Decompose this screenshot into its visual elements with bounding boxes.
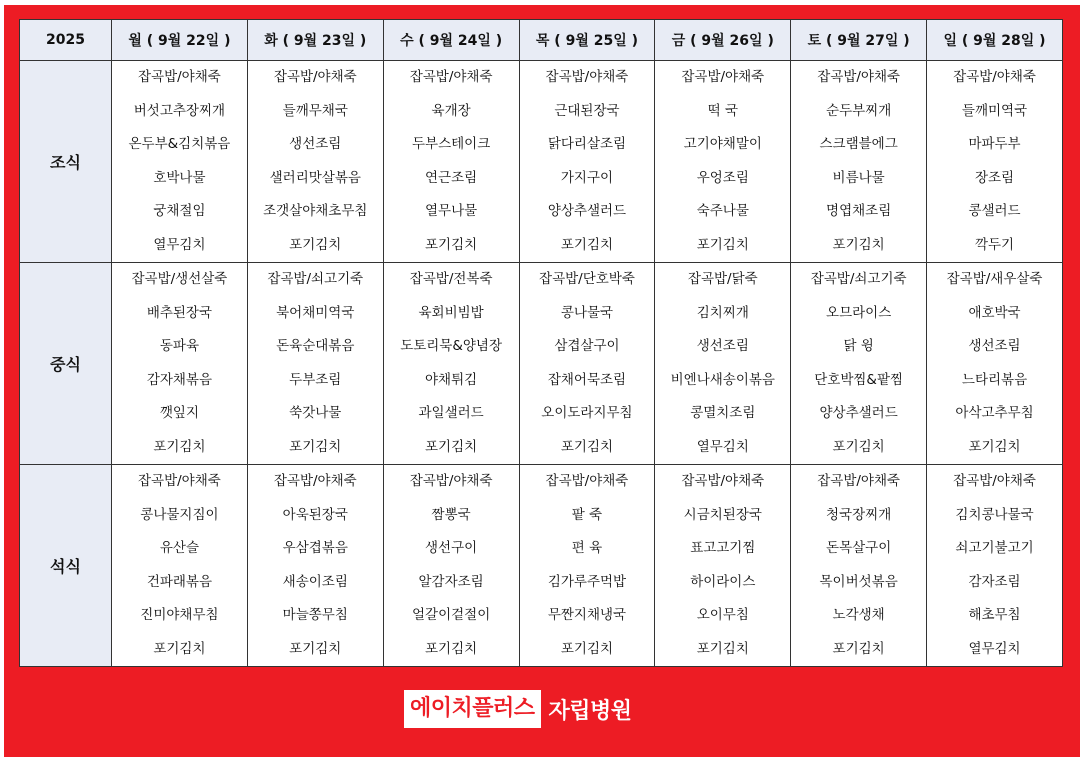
dish-item: 생선조림 xyxy=(968,338,1021,354)
dish-item: 열무김치 xyxy=(696,438,749,455)
dish-item: 닭 윙 xyxy=(843,338,874,354)
dish-item: 진미야채무침 xyxy=(140,607,219,623)
dish-item: 포기김치 xyxy=(968,438,1021,455)
dish-item: 포기김치 xyxy=(696,236,749,253)
dish-item: 잡곡밥/야채죽 xyxy=(273,473,357,489)
meal-row xyxy=(20,61,1063,263)
dish-item: 육개장 xyxy=(431,102,471,119)
dish-item: 생선조림 xyxy=(289,136,342,152)
dish-item: 잡곡밥/쇠고기죽 xyxy=(267,271,364,287)
dish-item: 열무김치 xyxy=(153,236,206,253)
meal-label: 조식 xyxy=(20,61,112,263)
dish-item: 잡곡밥/야채죽 xyxy=(409,473,493,489)
menu-cell-wed xyxy=(383,263,519,465)
dish-item: 스크램블에그 xyxy=(819,136,898,152)
dish-item: 가지구이 xyxy=(560,169,614,186)
dish-item: 비엔나새송이볶음 xyxy=(670,371,775,388)
dish-item: 도토리묵&양념장 xyxy=(400,338,503,354)
dish-item: 김치콩나물국 xyxy=(955,506,1034,523)
dish-item: 알감자조림 xyxy=(418,573,484,590)
dish-item: 과일샐러드 xyxy=(418,405,484,421)
dish-item: 짬뽕국 xyxy=(431,506,471,523)
dish-item: 쑥갓나물 xyxy=(289,405,342,421)
dish-item: 잡곡밥/단호박죽 xyxy=(539,271,635,287)
menu-cell-sun xyxy=(927,263,1063,465)
dish-item: 편 육 xyxy=(571,540,603,556)
dish-item: 목이버섯볶음 xyxy=(819,573,898,590)
dish-item: 포기김치 xyxy=(560,236,614,253)
dish-item: 샐러리맛살볶음 xyxy=(269,169,361,186)
day-header-mon: 월 ( 9월 22일 ) xyxy=(112,20,248,61)
dish-item: 들깨무채국 xyxy=(282,102,348,119)
year-header: 2025 xyxy=(20,20,112,61)
dish-item: 포기김치 xyxy=(425,236,478,253)
dish-item: 하이라이스 xyxy=(690,573,756,590)
dish-item: 조갯살야채초무침 xyxy=(263,203,368,219)
menu-cell-sat xyxy=(791,263,927,465)
dish-item: 양상추샐러드 xyxy=(547,203,627,219)
dish-item: 유산슬 xyxy=(159,540,199,556)
dish-item: 열무김치 xyxy=(968,640,1021,657)
dish-item: 잡곡밥/닭죽 xyxy=(687,271,758,287)
menu-cell-fri xyxy=(655,263,791,465)
dish-item: 북어채미역국 xyxy=(276,304,355,321)
menu-cell-sun xyxy=(927,61,1063,263)
menu-cell-tue xyxy=(247,61,383,263)
dish-item: 순두부찌개 xyxy=(826,102,892,119)
dish-item: 애호박국 xyxy=(968,304,1021,321)
day-header-fri: 금 ( 9월 26일 ) xyxy=(655,20,791,61)
dish-item: 김치찌개 xyxy=(696,304,749,321)
menu-cell-wed xyxy=(383,465,519,667)
dish-item: 포기김치 xyxy=(560,438,614,455)
dish-item: 궁채절임 xyxy=(153,203,206,219)
dish-item: 육회비빔밥 xyxy=(418,304,484,321)
dish-item: 포기김치 xyxy=(425,640,478,657)
dish-item: 얼갈이겉절이 xyxy=(411,607,491,623)
dish-item: 포기김치 xyxy=(153,640,206,657)
dish-item: 청국장찌개 xyxy=(826,506,892,523)
dish-item: 포기김치 xyxy=(696,640,749,657)
dish-item: 연근조림 xyxy=(425,169,478,186)
dish-item: 삼겹살구이 xyxy=(554,338,620,354)
dish-item: 잡곡밥/야채죽 xyxy=(953,69,1036,85)
dish-item: 깻잎지 xyxy=(159,405,199,421)
dish-item: 오이도라지무침 xyxy=(541,405,633,421)
dish-item: 아욱된장국 xyxy=(282,506,348,523)
day-header-wed: 수 ( 9월 24일 ) xyxy=(383,20,519,61)
menu-cell-thu xyxy=(519,61,655,263)
dish-item: 생선조림 xyxy=(696,338,749,354)
dish-item: 잡곡밥/전복죽 xyxy=(409,271,493,287)
dish-item: 두부조림 xyxy=(289,371,342,388)
dish-item: 잡곡밥/야채죽 xyxy=(273,69,357,85)
header-row xyxy=(20,20,1063,61)
dish-item: 김가루주먹밥 xyxy=(547,573,627,590)
dish-item: 닭다리살조림 xyxy=(547,136,627,152)
dish-item: 콩나물지짐이 xyxy=(140,506,219,523)
dish-item: 우삼겹볶음 xyxy=(282,540,348,556)
dish-item: 노각생채 xyxy=(832,607,885,623)
dish-item: 아삭고추무침 xyxy=(955,405,1034,421)
logo-hospital-name: 자립병원 xyxy=(548,698,632,724)
meal-label: 중식 xyxy=(20,263,112,465)
dish-item: 야채튀김 xyxy=(425,371,478,388)
dish-item: 두부스테이크 xyxy=(411,136,491,152)
day-header-sat: 토 ( 9월 27일 ) xyxy=(791,20,927,61)
dish-item: 잡곡밥/야채죽 xyxy=(817,69,901,85)
dish-item: 팥 죽 xyxy=(571,506,603,523)
dish-item: 포기김치 xyxy=(289,640,342,657)
day-header-thu: 목 ( 9월 25일 ) xyxy=(519,20,655,61)
menu-cell-fri xyxy=(655,465,791,667)
menu-cell-sun xyxy=(927,465,1063,667)
dish-item: 돈목살구이 xyxy=(826,540,892,556)
dish-item: 생선구이 xyxy=(425,540,478,556)
meal-label: 석식 xyxy=(20,465,112,667)
dish-item: 쇠고기불고기 xyxy=(955,540,1034,556)
dish-item: 고기야채말이 xyxy=(683,136,762,152)
dish-item: 포기김치 xyxy=(832,438,885,455)
menu-cell-tue xyxy=(247,465,383,667)
menu-cell-sat xyxy=(791,61,927,263)
dish-item: 잡곡밥/쇠고기죽 xyxy=(810,271,907,287)
dish-item: 잡곡밥/야채죽 xyxy=(953,473,1036,489)
dish-item: 명엽채조림 xyxy=(826,203,892,219)
menu-cell-mon xyxy=(112,263,248,465)
dish-item: 새송이조림 xyxy=(282,573,348,590)
dish-item: 무짠지채냉국 xyxy=(547,607,627,623)
dish-item: 숙주나물 xyxy=(696,203,749,219)
dish-item: 포기김치 xyxy=(832,640,885,657)
dish-item: 버섯고추장찌개 xyxy=(133,102,226,119)
dish-item: 포기김치 xyxy=(289,236,342,253)
menu-cell-sat xyxy=(791,465,927,667)
dish-item: 깍두기 xyxy=(974,236,1015,253)
dish-item: 돈육순대볶음 xyxy=(276,338,355,354)
dish-item: 잡곡밥/야채죽 xyxy=(545,69,629,85)
dish-item: 콩샐러드 xyxy=(968,203,1021,219)
dish-item: 오이무침 xyxy=(696,607,749,623)
dish-item: 배추된장국 xyxy=(146,304,213,321)
dish-item: 단호박찜&팥찜 xyxy=(814,371,904,388)
dish-item: 포기김치 xyxy=(832,236,885,253)
dish-item: 감자조림 xyxy=(968,573,1021,590)
dish-item: 감자채볶음 xyxy=(146,371,213,388)
dish-item: 건파래볶음 xyxy=(146,573,213,590)
dish-item: 비름나물 xyxy=(832,169,885,186)
dish-item: 양상추샐러드 xyxy=(819,405,898,421)
dish-item: 잡곡밥/생선살죽 xyxy=(131,271,228,287)
dish-item: 포기김치 xyxy=(153,438,206,455)
dish-item: 잡곡밥/야채죽 xyxy=(681,473,765,489)
dish-item: 포기김치 xyxy=(289,438,342,455)
dish-item: 포기김치 xyxy=(425,438,478,455)
logo-brand: 에이치플러스 xyxy=(404,690,541,728)
menu-cell-mon xyxy=(112,465,248,667)
dish-item: 온두부&김치볶음 xyxy=(128,136,231,152)
menu-cell-fri xyxy=(655,61,791,263)
dish-item: 오므라이스 xyxy=(826,304,892,321)
menu-cell-mon xyxy=(112,61,248,263)
dish-item: 잡곡밥/새우살죽 xyxy=(946,271,1043,287)
menu-cell-thu xyxy=(519,465,655,667)
day-header-sun: 일 ( 9월 28일 ) xyxy=(927,20,1063,61)
dish-item: 콩멸치조림 xyxy=(690,405,756,421)
day-header-tue: 화 ( 9월 23일 ) xyxy=(247,20,383,61)
dish-item: 마늘쫑무침 xyxy=(282,607,348,623)
dish-item: 잡곡밥/야채죽 xyxy=(681,69,765,85)
dish-item: 들깨미역국 xyxy=(961,102,1028,119)
weekly-meal-table xyxy=(19,19,1063,667)
dish-item: 우엉조림 xyxy=(696,169,749,186)
dish-item: 포기김치 xyxy=(560,640,614,657)
dish-item: 열무나물 xyxy=(425,203,478,219)
dish-item: 콩나물국 xyxy=(560,304,614,321)
dish-item: 잡채어묵조림 xyxy=(547,371,627,388)
dish-item: 잡곡밥/야채죽 xyxy=(138,69,221,85)
menu-cell-wed xyxy=(383,61,519,263)
dish-item: 근대된장국 xyxy=(554,102,620,119)
meal-row xyxy=(20,465,1063,667)
dish-item: 표고고기찜 xyxy=(690,540,756,556)
dish-item: 잡곡밥/야채죽 xyxy=(545,473,629,489)
meal-row xyxy=(20,263,1063,465)
dish-item: 마파두부 xyxy=(968,136,1021,152)
dish-item: 호박나물 xyxy=(153,169,206,186)
menu-cell-thu xyxy=(519,263,655,465)
dish-item: 동파육 xyxy=(159,338,199,354)
dish-item: 잡곡밥/야채죽 xyxy=(409,69,493,85)
dish-item: 느타리볶음 xyxy=(961,371,1028,388)
hospital-logo xyxy=(404,690,632,728)
dish-item: 떡 국 xyxy=(707,102,738,119)
dish-item: 잡곡밥/야채죽 xyxy=(138,473,221,489)
menu-cell-tue xyxy=(247,263,383,465)
dish-item: 해초무침 xyxy=(968,607,1021,623)
dish-item: 장조림 xyxy=(974,169,1015,186)
dish-item: 잡곡밥/야채죽 xyxy=(817,473,901,489)
dish-item: 시금치된장국 xyxy=(683,506,762,523)
